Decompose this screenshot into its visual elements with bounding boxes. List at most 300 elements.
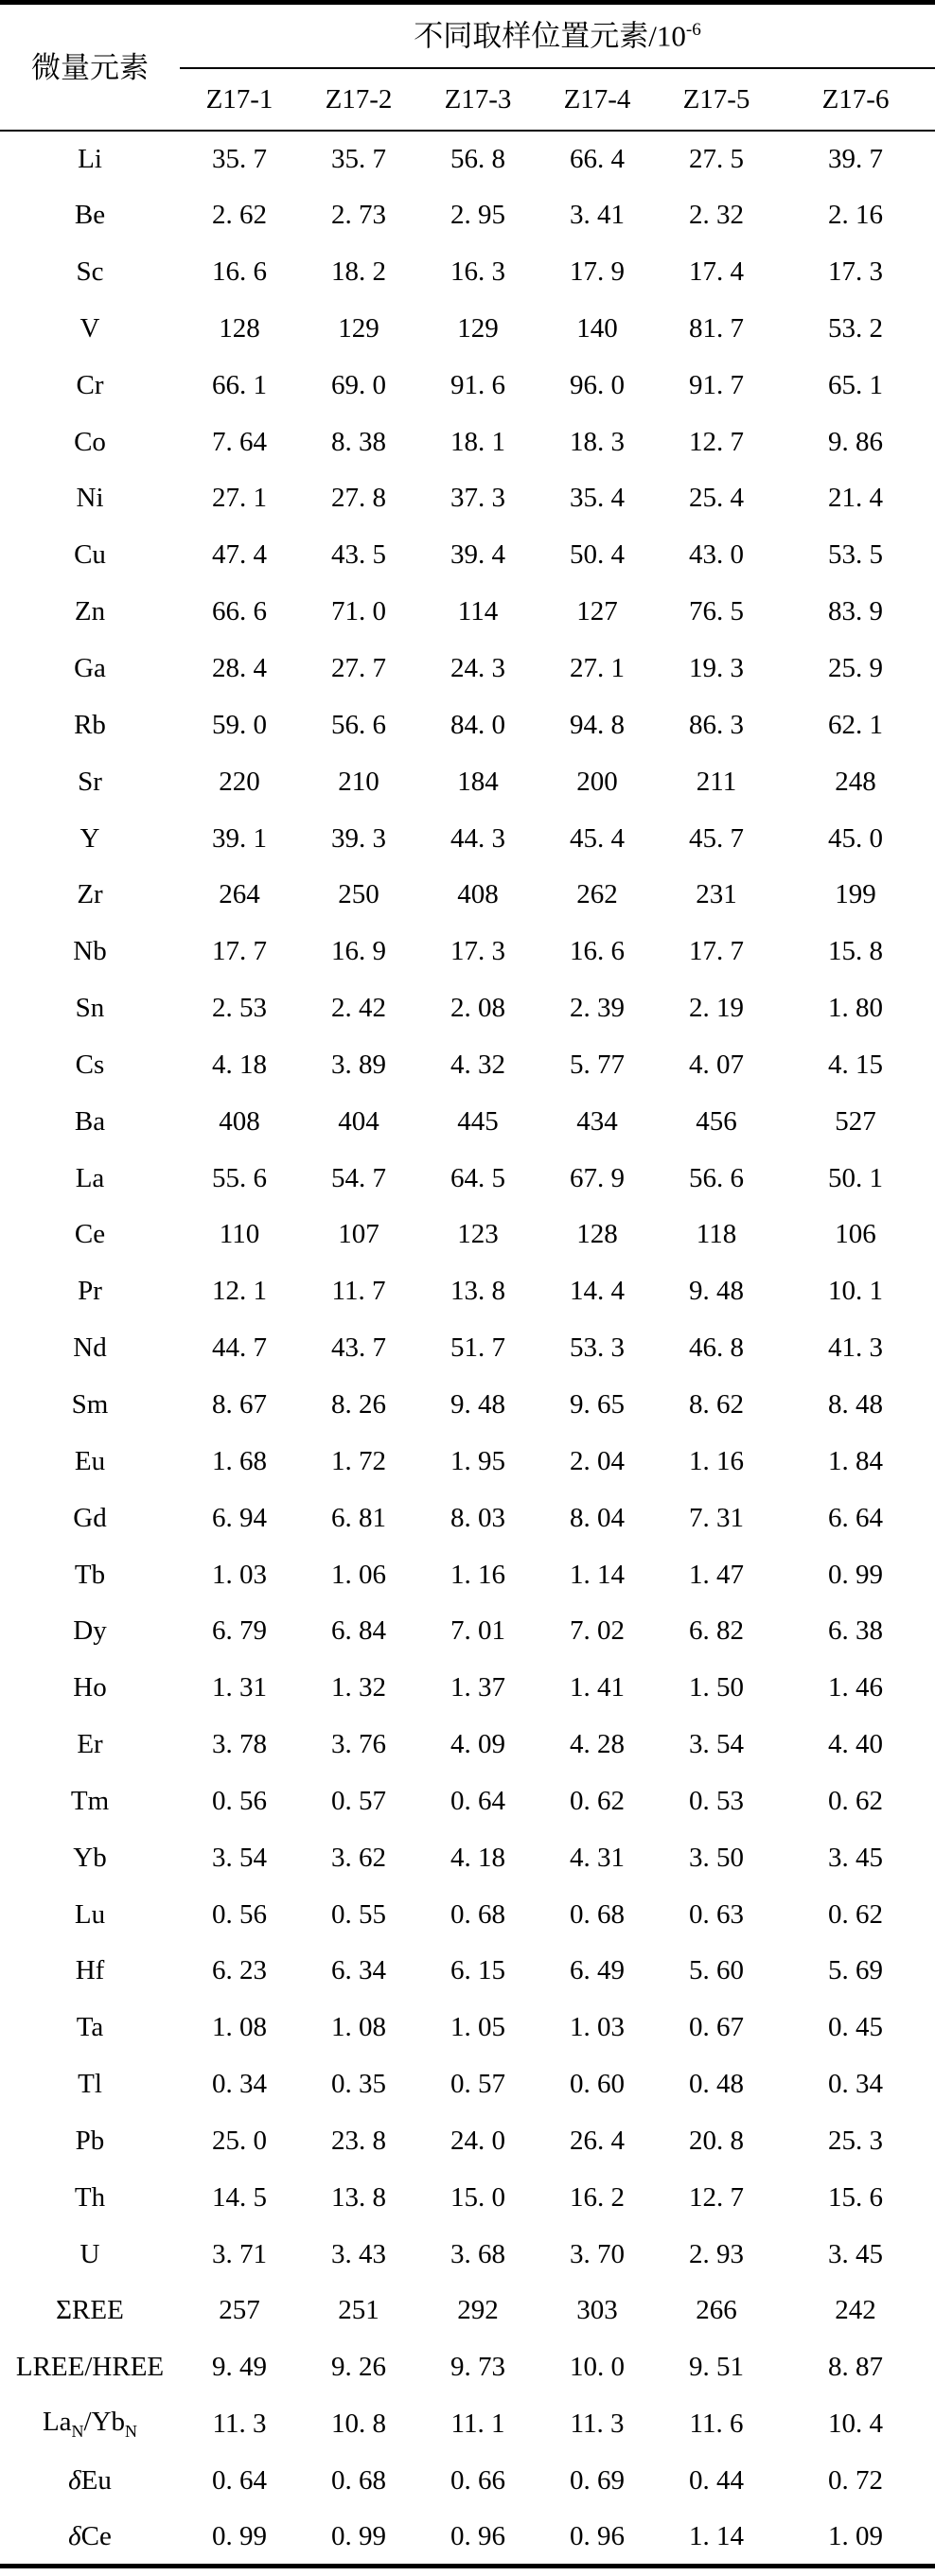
- table-cell: 1. 95: [450, 1445, 505, 1476]
- table-cell: 114: [457, 596, 499, 627]
- table-header: [0, 3, 935, 132]
- row-label: Th: [74, 2181, 106, 2213]
- table-cell: 12. 7: [689, 426, 744, 457]
- table-cell: 20. 8: [689, 2125, 744, 2156]
- table-cell: 56. 6: [331, 709, 386, 740]
- row-label: Co: [74, 426, 106, 457]
- table-cell: 4. 09: [450, 1729, 505, 1760]
- table-cell: 1. 16: [689, 1445, 744, 1476]
- table-cell: 50. 4: [570, 539, 625, 571]
- table-cell: 0. 57: [450, 2069, 505, 2100]
- row-label: [0, 2453, 180, 2510]
- table-cell: 2. 42: [331, 993, 386, 1024]
- table-cell: 251: [338, 2295, 379, 2326]
- table-cell: 3. 68: [450, 2238, 505, 2269]
- table-cell: 54. 7: [331, 1162, 386, 1193]
- table-row: [0, 2169, 935, 2226]
- table-cell: 1. 08: [212, 2012, 267, 2043]
- table-row: [0, 1829, 935, 1886]
- row-label: Er: [77, 1729, 103, 1760]
- table-cell: 10. 0: [570, 2352, 625, 2383]
- table-cell: 1. 03: [212, 1559, 267, 1590]
- table-cell: 0. 67: [689, 2012, 744, 2043]
- table-cell: 3. 54: [689, 1729, 744, 1760]
- table-cell: 4. 28: [570, 1729, 625, 1760]
- table-cell: 0. 62: [570, 1785, 625, 1816]
- row-label: Sc: [76, 256, 104, 288]
- table-cell: 3. 43: [331, 2238, 386, 2269]
- row-label: Sn: [75, 993, 105, 1024]
- table-cell: 129: [338, 312, 379, 344]
- row-label: V: [79, 312, 100, 344]
- table-cell: 0. 69: [570, 2465, 625, 2497]
- table-cell: 46. 8: [689, 1332, 744, 1364]
- table-cell: 2. 62: [212, 200, 267, 231]
- row-label-part: N: [71, 2422, 84, 2442]
- table-cell: 7. 02: [570, 1615, 625, 1647]
- table-cell: 45. 0: [828, 822, 884, 854]
- row-label-part: Yb: [91, 2407, 126, 2438]
- row-label: La: [75, 1162, 105, 1193]
- table-cell: 4. 32: [450, 1049, 505, 1080]
- row-label: Ta: [76, 2012, 104, 2043]
- table-cell: 1. 05: [450, 2012, 505, 2043]
- table-cell: 0. 63: [689, 1898, 744, 1930]
- table-cell: 37. 3: [450, 483, 505, 514]
- row-label: Lu: [74, 1898, 106, 1930]
- column-header: Z17-6: [776, 68, 935, 131]
- table-cell: 1. 06: [331, 1559, 386, 1590]
- row-label-part: δ: [68, 2520, 81, 2551]
- table-cell: 8. 03: [450, 1502, 505, 1533]
- span-header-text: 不同取样位置元素/10: [414, 19, 686, 53]
- table-cell: 17. 3: [828, 256, 884, 288]
- table-cell: 5. 69: [828, 1955, 884, 1986]
- table-cell: 0. 99: [828, 1559, 884, 1590]
- table-row: [0, 2113, 935, 2170]
- table-cell: 17. 4: [689, 256, 744, 288]
- table-cell: 94. 8: [570, 709, 625, 740]
- table-cell: 27. 5: [689, 143, 744, 174]
- table-cell: 184: [457, 766, 499, 797]
- table-cell: 140: [576, 312, 618, 344]
- table-cell: 25. 4: [689, 483, 744, 514]
- row-label: Tm: [70, 1785, 110, 1816]
- span-header-row: [0, 3, 935, 69]
- table-cell: 13. 8: [450, 1276, 505, 1307]
- table-cell: 8. 62: [689, 1388, 744, 1420]
- table-cell: 71. 0: [331, 596, 386, 627]
- table-cell: 262: [576, 879, 618, 910]
- row-label: Yb: [73, 1842, 107, 1873]
- row-label-part: Ce: [80, 2520, 112, 2551]
- table-cell: 39. 7: [828, 143, 884, 174]
- table-row: [0, 187, 935, 244]
- table-cell: 15. 0: [450, 2181, 505, 2213]
- table-row: [0, 2339, 935, 2396]
- table-row: [0, 753, 935, 810]
- column-header: Z17-5: [657, 68, 776, 131]
- table-cell: 1. 72: [331, 1445, 386, 1476]
- table-cell: 0. 64: [212, 2465, 267, 2497]
- table-cell: 45. 7: [689, 822, 744, 854]
- table-row: [0, 2226, 935, 2283]
- table-row: [0, 2000, 935, 2056]
- table-cell: 16. 3: [450, 256, 505, 288]
- table-cell: 210: [338, 766, 379, 797]
- table-cell: 1. 41: [570, 1672, 625, 1703]
- table-cell: 14. 5: [212, 2181, 267, 2213]
- column-header: Z17-3: [418, 68, 538, 131]
- table-cell: 6. 23: [212, 1955, 267, 1986]
- table-row: [0, 414, 935, 470]
- table-row: [0, 1150, 935, 1207]
- row-label: Sm: [71, 1388, 109, 1420]
- table-row: [0, 357, 935, 414]
- span-header-exponent: -6: [685, 20, 701, 41]
- row-label: Pr: [78, 1276, 102, 1307]
- table-cell: 35. 4: [570, 483, 625, 514]
- table-cell: 200: [576, 766, 618, 797]
- table-cell: 67. 9: [570, 1162, 625, 1193]
- table-cell: 0. 48: [689, 2069, 744, 2100]
- row-label: Rb: [74, 709, 106, 740]
- row-label: Ce: [74, 1219, 106, 1250]
- table-cell: 8. 04: [570, 1502, 625, 1533]
- table-cell: 6. 38: [828, 1615, 884, 1647]
- table-cell: 8. 38: [331, 426, 386, 457]
- row-label: ΣREE: [56, 2295, 124, 2326]
- table-cell: 1. 14: [689, 2520, 744, 2551]
- table-row: [0, 527, 935, 584]
- table-cell: 11. 3: [570, 2408, 625, 2440]
- table-cell: 110: [219, 1219, 260, 1250]
- table-cell: 242: [835, 2295, 876, 2326]
- table-row: [0, 697, 935, 753]
- table-cell: 128: [576, 1219, 618, 1250]
- table-cell: 25. 3: [828, 2125, 884, 2156]
- table-row: [0, 301, 935, 358]
- row-label-part: Eu: [80, 2465, 112, 2497]
- row-label: LREE/HREE: [15, 2352, 165, 2383]
- table-cell: 15. 6: [828, 2181, 884, 2213]
- table-cell: 1. 08: [331, 2012, 386, 2043]
- row-label: Dy: [73, 1615, 107, 1647]
- table-cell: 11. 7: [331, 1276, 386, 1307]
- table-cell: 3. 41: [570, 200, 625, 231]
- row-label: U: [79, 2238, 100, 2269]
- table-cell: 0. 53: [689, 1785, 744, 1816]
- table-cell: 1. 03: [570, 2012, 625, 2043]
- table-cell: 0. 60: [570, 2069, 625, 2100]
- corner-header-label: 微量元素: [0, 3, 180, 132]
- column-header: Z17-2: [299, 68, 418, 131]
- table-cell: 2. 73: [331, 200, 386, 231]
- table-cell: 0. 66: [450, 2465, 505, 2497]
- table-cell: 0. 68: [570, 1898, 625, 1930]
- table-cell: 266: [696, 2295, 737, 2326]
- table-cell: 43. 5: [331, 539, 386, 571]
- table-row: [0, 470, 935, 527]
- table-cell: 66. 1: [212, 369, 267, 400]
- table-cell: 1. 14: [570, 1559, 625, 1590]
- table-cell: 2. 08: [450, 993, 505, 1024]
- table-cell: 434: [576, 1105, 618, 1137]
- table-cell: 408: [219, 1105, 260, 1137]
- row-label: Ho: [73, 1672, 107, 1703]
- table-cell: 9. 49: [212, 2352, 267, 2383]
- table-cell: 13. 8: [331, 2181, 386, 2213]
- table-row: [0, 1943, 935, 2000]
- table-cell: 7. 31: [689, 1502, 744, 1533]
- table-cell: 18. 3: [570, 426, 625, 457]
- table-row: [0, 1660, 935, 1717]
- table-cell: 27. 1: [212, 483, 267, 514]
- table-row: [0, 1886, 935, 1943]
- table-cell: 0. 34: [212, 2069, 267, 2100]
- column-header: Z17-1: [180, 68, 299, 131]
- row-label: Nd: [73, 1332, 107, 1364]
- table-body: [0, 131, 935, 2566]
- table-cell: 303: [576, 2295, 618, 2326]
- table-row: [0, 244, 935, 301]
- table-row: [0, 867, 935, 924]
- row-label: Zn: [74, 596, 106, 627]
- table-cell: 44. 7: [212, 1332, 267, 1364]
- table-cell: 3. 78: [212, 1729, 267, 1760]
- table-cell: 4. 15: [828, 1049, 884, 1080]
- table-cell: 9. 73: [450, 2352, 505, 2383]
- table-cell: 2. 04: [570, 1445, 625, 1476]
- table-cell: 3. 70: [570, 2238, 625, 2269]
- table-cell: 17. 7: [212, 936, 267, 967]
- table-cell: 55. 6: [212, 1162, 267, 1193]
- table-cell: 3. 50: [689, 1842, 744, 1873]
- row-label: Ni: [76, 483, 104, 514]
- table-row: [0, 1320, 935, 1377]
- table-cell: 10. 1: [828, 1276, 884, 1307]
- table-cell: 83. 9: [828, 596, 884, 627]
- table-cell: 0. 56: [212, 1785, 267, 1816]
- table-cell: 21. 4: [828, 483, 884, 514]
- table-cell: 53. 3: [570, 1332, 625, 1364]
- table-cell: 456: [696, 1105, 737, 1137]
- row-label-part: δ: [68, 2465, 81, 2497]
- table-cell: 66. 4: [570, 143, 625, 174]
- table-cell: 16. 2: [570, 2181, 625, 2213]
- table-cell: 44. 3: [450, 822, 505, 854]
- table-cell: 9. 86: [828, 426, 884, 457]
- table-cell: 8. 67: [212, 1388, 267, 1420]
- table-cell: 248: [835, 766, 876, 797]
- table-cell: 4. 18: [450, 1842, 505, 1873]
- table-cell: 16. 9: [331, 936, 386, 967]
- table-cell: 39. 1: [212, 822, 267, 854]
- table-cell: 4. 18: [212, 1049, 267, 1080]
- table-cell: 47. 4: [212, 539, 267, 571]
- table-cell: 445: [457, 1105, 499, 1137]
- table-cell: 91. 6: [450, 369, 505, 400]
- row-label-part: N: [125, 2422, 138, 2442]
- table-cell: 0. 62: [828, 1785, 884, 1816]
- table-cell: 15. 8: [828, 936, 884, 967]
- table-cell: 53. 2: [828, 312, 884, 344]
- table-cell: 11. 6: [689, 2408, 744, 2440]
- table-cell: 2. 19: [689, 993, 744, 1024]
- table-cell: 129: [457, 312, 499, 344]
- table-cell: 11. 3: [212, 2408, 267, 2440]
- table-cell: 231: [696, 879, 737, 910]
- table-cell: 0. 62: [828, 1898, 884, 1930]
- table-cell: 1. 37: [450, 1672, 505, 1703]
- table-cell: 106: [835, 1219, 876, 1250]
- table-cell: 43. 0: [689, 539, 744, 571]
- table-cell: 27. 7: [331, 653, 386, 684]
- table-row: [0, 1037, 935, 1094]
- table-cell: 1. 16: [450, 1559, 505, 1590]
- table-cell: 17. 7: [689, 936, 744, 967]
- table-cell: 18. 1: [450, 426, 505, 457]
- table-cell: 3. 71: [212, 2238, 267, 2269]
- table-cell: 0. 57: [331, 1785, 386, 1816]
- table-cell: 292: [457, 2295, 499, 2326]
- table-cell: 123: [457, 1219, 499, 1250]
- table-cell: 9. 51: [689, 2352, 744, 2383]
- table-row: [0, 924, 935, 980]
- row-label: [0, 2509, 180, 2566]
- table-cell: 4. 31: [570, 1842, 625, 1873]
- table-cell: 250: [338, 879, 379, 910]
- table-cell: 69. 0: [331, 369, 386, 400]
- table-cell: 6. 79: [212, 1615, 267, 1647]
- table-cell: 0. 55: [331, 1898, 386, 1930]
- row-label: Pb: [75, 2125, 105, 2156]
- table-row: [0, 1603, 935, 1660]
- table-cell: 127: [576, 596, 618, 627]
- table-cell: 27. 8: [331, 483, 386, 514]
- table-cell: 0. 96: [450, 2520, 505, 2551]
- table-cell: 4. 07: [689, 1049, 744, 1080]
- table-cell: 16. 6: [212, 256, 267, 288]
- table-cell: 81. 7: [689, 312, 744, 344]
- table-cell: 6. 15: [450, 1955, 505, 1986]
- table-row: [0, 980, 935, 1037]
- table-cell: 9. 65: [570, 1388, 625, 1420]
- table-row: [0, 1093, 935, 1150]
- row-label: Cr: [76, 369, 104, 400]
- table-cell: 2. 93: [689, 2238, 744, 2269]
- table-cell: 5. 77: [570, 1049, 625, 1080]
- table-cell: 3. 45: [828, 1842, 884, 1873]
- table-cell: 10. 4: [828, 2408, 884, 2440]
- table-cell: 0. 34: [828, 2069, 884, 2100]
- table-cell: 9. 48: [450, 1388, 505, 1420]
- table-cell: 16. 6: [570, 936, 625, 967]
- table-cell: 24. 0: [450, 2125, 505, 2156]
- row-label: Nb: [73, 936, 107, 967]
- row-label: Hf: [75, 1955, 105, 1986]
- row-label: Ba: [74, 1105, 106, 1137]
- table-row: [0, 131, 935, 187]
- table-cell: 86. 3: [689, 709, 744, 740]
- table-cell: 211: [696, 766, 737, 797]
- row-label: Li: [78, 143, 102, 174]
- row-label: Gd: [73, 1502, 107, 1533]
- table-row: [0, 1546, 935, 1603]
- table-cell: 56. 6: [689, 1162, 744, 1193]
- table-cell: 12. 1: [212, 1276, 267, 1307]
- table-cell: 25. 9: [828, 653, 884, 684]
- table-cell: 0. 99: [212, 2520, 267, 2551]
- row-label: Cu: [74, 539, 106, 571]
- table-cell: 76. 5: [689, 596, 744, 627]
- table-cell: 0. 96: [570, 2520, 625, 2551]
- table-cell: 17. 3: [450, 936, 505, 967]
- table-cell: 8. 87: [828, 2352, 884, 2383]
- table-cell: 2. 39: [570, 993, 625, 1024]
- table-cell: 39. 4: [450, 539, 505, 571]
- table-cell: 2. 53: [212, 993, 267, 1024]
- table-row: [0, 1377, 935, 1434]
- table-cell: 56. 8: [450, 143, 505, 174]
- table-cell: 59. 0: [212, 709, 267, 740]
- table-cell: 4. 40: [828, 1729, 884, 1760]
- row-label-part: /: [83, 2407, 92, 2438]
- table-row: [0, 2283, 935, 2339]
- table-cell: 264: [219, 879, 260, 910]
- table-cell: 11. 1: [450, 2408, 505, 2440]
- table-cell: 17. 9: [570, 256, 625, 288]
- table-cell: 18. 2: [331, 256, 386, 288]
- table-cell: 3. 45: [828, 2238, 884, 2269]
- row-label-part: La: [42, 2407, 72, 2438]
- table-cell: 3. 76: [331, 1729, 386, 1760]
- table-cell: 64. 5: [450, 1162, 505, 1193]
- table-cell: 28. 4: [212, 653, 267, 684]
- table-cell: 404: [338, 1105, 379, 1137]
- table-cell: 19. 3: [689, 653, 744, 684]
- table-cell: 2. 95: [450, 200, 505, 231]
- table-row: [0, 1433, 935, 1490]
- table-cell: 0. 35: [331, 2069, 386, 2100]
- table-row: [0, 1717, 935, 1773]
- row-label: Tl: [78, 2069, 102, 2100]
- table-cell: 6. 82: [689, 1615, 744, 1647]
- table-cell: 12. 7: [689, 2181, 744, 2213]
- table-cell: 3. 54: [212, 1842, 267, 1873]
- table-cell: 10. 8: [331, 2408, 386, 2440]
- table-cell: 408: [457, 879, 499, 910]
- table-row: [0, 2509, 935, 2566]
- table-cell: 27. 1: [570, 653, 625, 684]
- table-cell: 220: [219, 766, 260, 797]
- table-cell: 1. 09: [828, 2520, 884, 2551]
- column-header: Z17-4: [538, 68, 657, 131]
- table-cell: 257: [219, 2295, 260, 2326]
- table-cell: 6. 81: [331, 1502, 386, 1533]
- table-cell: 8. 26: [331, 1388, 386, 1420]
- row-label: Tb: [74, 1559, 106, 1590]
- table-cell: 0. 72: [828, 2465, 884, 2497]
- table-cell: 14. 4: [570, 1276, 625, 1307]
- row-label: Y: [79, 822, 100, 854]
- table-cell: 128: [219, 312, 260, 344]
- table-row: [0, 641, 935, 697]
- row-label: [0, 2396, 180, 2453]
- table-cell: 118: [696, 1219, 737, 1250]
- table-row: [0, 2056, 935, 2113]
- row-label: Eu: [74, 1445, 106, 1476]
